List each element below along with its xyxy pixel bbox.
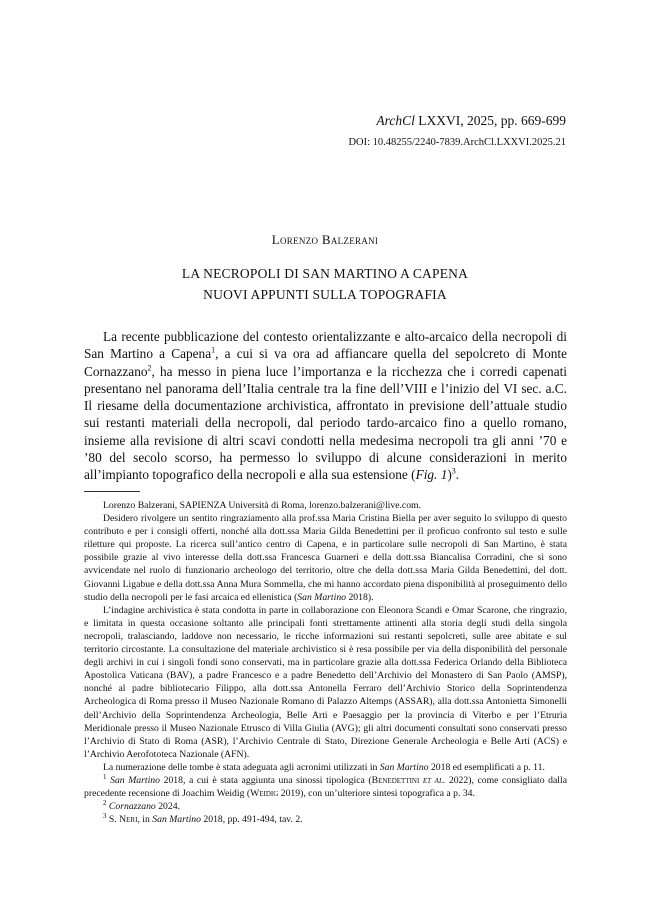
- text-run: 2018, a cui è stata aggiunta una sinossi tipologica (: [160, 774, 372, 786]
- text-run: 2018).: [346, 591, 374, 603]
- citation-title: Cornazzano: [108, 801, 156, 813]
- footnote-separator: [84, 491, 140, 492]
- acknowledgement-note-3: [84, 761, 567, 774]
- acknowledgement-note-1: [84, 512, 567, 604]
- text-run: 2024.: [155, 801, 180, 813]
- footnote-number: 1: [103, 772, 107, 781]
- citation-title: San Martino: [379, 761, 429, 773]
- text-run: 2022), come consigliato dalla precedente recensione di Joachim Weidig (: [84, 774, 567, 800]
- text-run: , ha messo in piena luce l’importanza e la ricchezza che i corredi capenati presentano nel panorama dell’Italia centrale tra la fine dell’VIII e l’inizio del VI sec. a.C. Il riesame della documentazione archivistica, affrontato in previsione dell’attuale studio sui restanti materiali della necropoli, dal periodo tardo-arcaico fino a quello romano, insieme alla revisione di altri scavi condotti nella medesima necropoli tra gli anni ’70 e ’80 del secolo scorso, ha permesso lo sviluppo di alcune considerazioni in merito all’impianto topografico della necropoli e alla sua estensione (: [84, 363, 567, 483]
- title-line-2: NUOVI APPUNTI SULLA TOPOGRAFIA: [203, 287, 447, 302]
- author-citation: Benedettini: [371, 774, 420, 786]
- text-run: ): [447, 467, 452, 483]
- affiliation-note: Lorenzo Balzerani, SAPIENZA Università di Roma, lorenzo.balzerani@live.com.: [103, 500, 422, 511]
- footnotes: [84, 499, 567, 826]
- text-run: La recente pubblicazione del contesto orientalizzante e alto-arcaico della necropoli di San Martino a Capena: [84, 329, 567, 362]
- footnote-2: [84, 800, 567, 813]
- text-run: Desidero rivolgere un sentito ringraziamento alla prof.ssa Maria Cristina Biella per aver seguito lo sviluppo di questo contributo e per i consigli offerti, nonché alla dott.ssa Maria Gilda Benedettini per il proficuo confronto sul testo e sulle riletture qui proposte. La ricerca sull’antico centro di Capena, e in particolare sulle necropoli di San Martino, è stata possibile grazie al vivo interesse della dott.ssa Francesca Guarneri e della dott.ssa Biancalisa Corradini, che si sono avvicendate nel ruolo di funzionario archeologo del territorio, oltre che della dott.ssa Maria Gilda Benedettini, del dott. Giovanni Ligabue e della dott.ssa Anna Mura Sommella, che mi hanno accordato piena disponibilità al proseguimento dello studio della necropoli per le fasi arcaica ed ellenistica (: [84, 513, 567, 603]
- text-run: La numerazione delle tombe è stata adeguata agli acronimi utilizzati in: [103, 761, 380, 773]
- text-run: .: [455, 467, 460, 483]
- text-run: 2019), con un’ulteriore sintesi topografica a p. 34.: [278, 788, 475, 800]
- author-citation: Weidig: [250, 788, 279, 800]
- journal-citation: [376, 113, 566, 129]
- footnote-ref-2[interactable]: 2: [147, 363, 152, 373]
- citation-title: San Martino: [110, 774, 160, 786]
- author-name: Lorenzo Balzerani: [271, 232, 379, 247]
- figure-reference[interactable]: Fig. 1: [415, 467, 448, 483]
- footnote-number: 2: [103, 798, 107, 807]
- footnote-1: [84, 774, 567, 800]
- text-run: 2018, pp. 491-494, tav. 2.: [200, 814, 303, 826]
- citation-title: San Martino: [297, 591, 347, 603]
- author-citation: S. Neri: [108, 814, 138, 826]
- footnote-number: 3: [103, 812, 107, 821]
- footnote-3: [84, 813, 567, 826]
- et-al: et al.: [419, 774, 446, 786]
- footnote-ref-3[interactable]: 3: [451, 466, 456, 476]
- journal-volume-pages: LXXVI, 2025, pp. 669-699: [418, 113, 566, 128]
- article-title: [0, 263, 650, 305]
- text-run: 2018 ed esemplificati a p. 11.: [428, 761, 545, 773]
- footnote-ref-1[interactable]: 1: [211, 345, 216, 355]
- title-line-1: LA NECROPOLI DI SAN MARTINO A CAPENA: [181, 266, 469, 281]
- citation-title: San Martino: [152, 814, 201, 826]
- doi: DOI: 10.48255/2240-7839.ArchCl.LXXVI.2025.21: [348, 137, 566, 148]
- text-run: , a cui si va ora ad affiancare quella del sepolcreto di Monte Cornazzano: [84, 346, 568, 379]
- journal-name: ArchCl: [376, 113, 415, 128]
- acknowledgement-note-2: L’indagine archivistica è stata condotta in parte in collaborazione con Eleonora Scandi e Omar Scarone, che ringrazio, e limitata in questa occasione soltanto alle principali fonti strettamente attinenti alla storia degli studi della singola necropoli, tralasciando, laddove non necessario, le ricche informazioni sui restanti sepolcreti, sulle aree abitate e sul territorio circostante. La consultazione del materiale archivistico si è resa possibile per via della disponibilità del personale degli archivi in cui i singoli fondi sono conservati, ma in particolare grazie alla dott.ssa Federica Orlando della Biblioteca Apostolica Vaticana (BAV), a padre Francesco e a padre Benedetto dell’Archivio del Monastero di San Paolo (AMSP), nonché al padre bibliotecario Filippo, alla dott.ssa Antonella Ferraro dell’Archivio Storico della Soprintendenza Archeologica di Roma presso il Museo Nazionale Romano di Palazzo Altemps (ASSAR), alla dott.ssa Antonietta Simonelli dell’Archivio della Soprintendenza Archeologia, Belle Arti e Paesaggio per la provincia di Viterbo e per l’Etruria Meridionale presso il Museo Nazionale Etrusco di Villa Giulia (AVG); gli altri documenti consultati sono conservati presso l’Archivio di Stato di Roma (ASR), l’Archivio Centrale di Stato, Direzione Generale Archeologia e Belle Arti (ACS) e l’Archivio Aerofototeca Nazionale (AFN).: [84, 604, 567, 760]
- opening-paragraph: [84, 328, 567, 484]
- text-run: , in: [137, 814, 153, 826]
